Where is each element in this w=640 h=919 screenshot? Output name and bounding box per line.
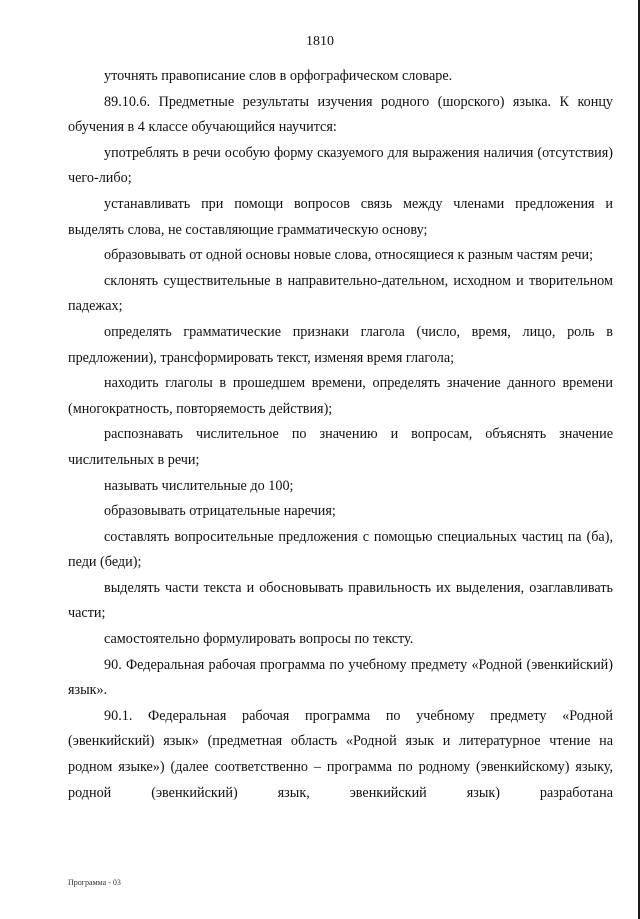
page-number: 1810 [306,34,334,49]
paragraph: 89.10.6. Предметные результаты изучения родного (шорского) языка. К концу обучения в 4 классе обучающийся научится: [68,93,613,136]
paragraph: находить глаголы в прошедшем времени, определять значение данного времени (многократность, повторяемость действия); [68,375,613,417]
footer-label: Программа - 03 [68,878,121,887]
paragraph: употреблять в речи особую форму сказуемого для выражения наличия (отсутствия) чего-либо; [68,144,613,187]
paragraph: самостоятельно формулировать вопросы по тексту. [104,631,414,648]
paragraph: 90.1. Федеральная рабочая программа по учебному предмету «Родной (эвенкийский) язык» (предметная область «Родной язык и литературное чтение на родном языке») (далее соответственно – программа по родному (эвенкийскому) языку, родной (эвенкийский) язык, эвенкийский язык) разработана [68,707,613,801]
paragraph: составлять вопросительные предложения с помощью специальных частиц па (ба), педи (беди); [68,528,613,571]
paragraph: распознавать числительное по значению и вопросам, объяснять значение числительных в речи; [68,426,613,468]
paragraph: уточнять правописание слов в орфографическом словаре. [104,68,453,84]
section-heading: 90. Федеральная рабочая программа по учебному предмету «Родной (эвенкийский) язык». [68,656,613,699]
paragraph: определять грамматические признаки глагола (число, время, лицо, роль в предложении), трансформировать текст, изменяя время глагола; [68,323,613,366]
paragraph: выделять части текста и обосновывать правильность их выделения, озаглавливать части; [68,579,613,622]
paragraph: устанавливать при помощи вопросов связь между членами предложения и выделять слова, не составляющие грамматическую основу; [68,195,613,238]
paragraph: образовывать от одной основы новые слова, относящиеся к разным частям речи; [104,247,594,264]
paragraph: называть числительные до 100; [104,477,294,494]
body-text [68,64,613,806]
paragraph: склонять существительные в направительно-дательном, исходном и творительном падежах; [68,272,613,315]
paragraph: образовывать отрицательные наречия; [104,503,336,520]
